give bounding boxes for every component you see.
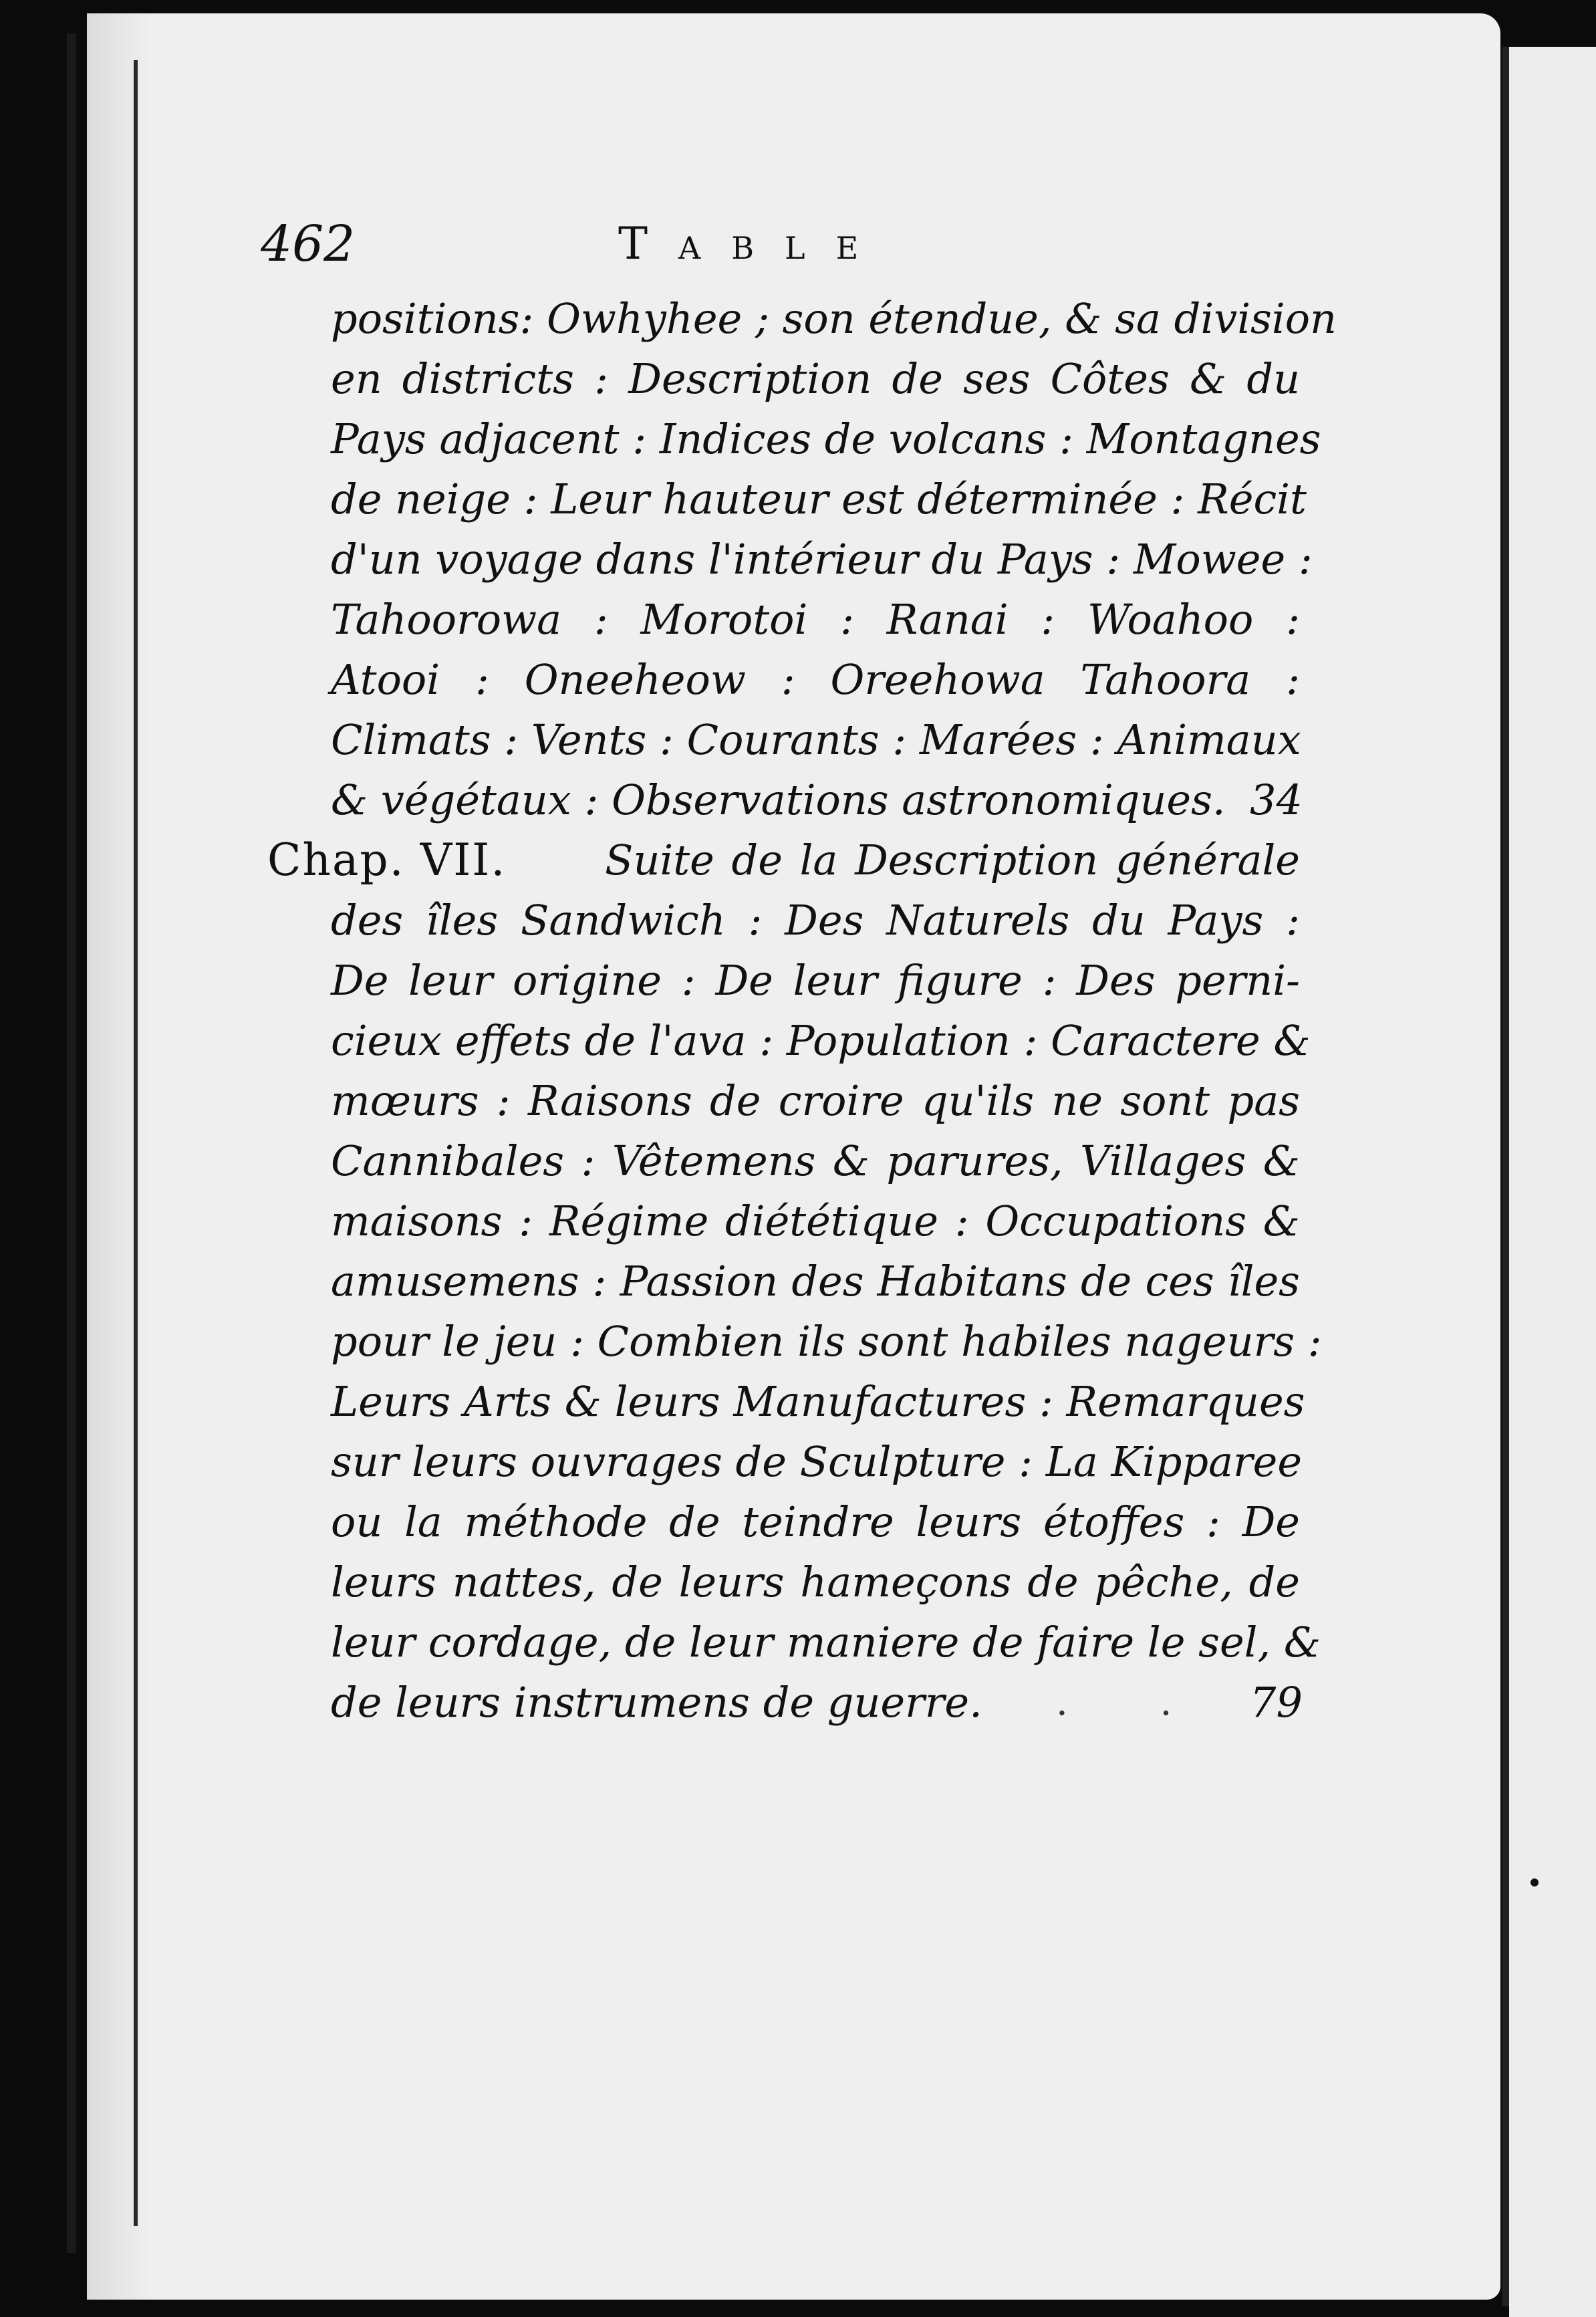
toc-line: Pays adjacent : Indices de volcans : Montagnes <box>331 414 1321 463</box>
toc-line: leurs nattes, de leurs hameçons de pêche, de <box>331 1558 1300 1606</box>
toc-line: en districts : Description de ses Côtes & du <box>331 354 1300 403</box>
dot-leader: . . <box>1056 1681 1212 1724</box>
page-number: 462 <box>261 215 356 273</box>
toc-line: pour le jeu : Combien ils sont habiles nageurs : <box>331 1317 1322 1366</box>
toc-line: de neige : Leur hauteur est déterminée : Récit <box>331 475 1307 523</box>
toc-line: sur leurs ouvrages de Sculpture : La Kipparee <box>331 1437 1303 1486</box>
page-reference: 79 <box>1250 1678 1303 1727</box>
toc-line: Suite de la Description générale <box>605 836 1300 884</box>
toc-line: Climats : Vents : Courants : Marées : Animaux <box>331 715 1301 764</box>
toc-line: & végétaux : Observations astronomiques. <box>331 775 1226 824</box>
toc-line: d'un voyage dans l'intérieur du Pays : Mowee : <box>331 535 1313 584</box>
toc-line: Atooi : Oneeheow : Oreehowa Tahoora : <box>331 655 1300 704</box>
page-reference: 34 <box>1250 775 1303 824</box>
chapter-label: Chap. VII. <box>267 834 507 886</box>
toc-line: cieux effets de l'ava : Population : Caractere & <box>331 1016 1311 1065</box>
toc-line: Leurs Arts & leurs Manufactures : Remarques <box>331 1377 1305 1426</box>
toc-line: De leur origine : De leur figure : Des perni- <box>331 956 1300 1005</box>
toc-line: maisons : Régime diététique : Occupations & <box>331 1197 1300 1245</box>
toc-line: de leurs instrumens de guerre. <box>331 1678 982 1727</box>
toc-line: positions: Owhyhee ; son étendue, & sa division <box>331 294 1337 343</box>
toc-line: ou la méthode de teindre leurs étoffes : De <box>331 1497 1300 1546</box>
toc-line: leur cordage, de leur maniere de faire le sel, & <box>331 1618 1321 1667</box>
toc-line: mœurs : Raisons de croire qu'ils ne sont pas <box>331 1076 1300 1125</box>
running-title: Table <box>618 218 890 269</box>
running-head <box>261 207 1303 281</box>
toc-line: Tahoorowa : Morotoi : Ranai : Woahoo : <box>331 595 1300 644</box>
toc-line: des îles Sandwich : Des Naturels du Pays : <box>331 896 1300 945</box>
toc-line: Cannibales : Vêtemens & parures, Villages & <box>331 1136 1300 1185</box>
toc-line: amusemens : Passion des Habitans de ces îles <box>331 1257 1300 1306</box>
